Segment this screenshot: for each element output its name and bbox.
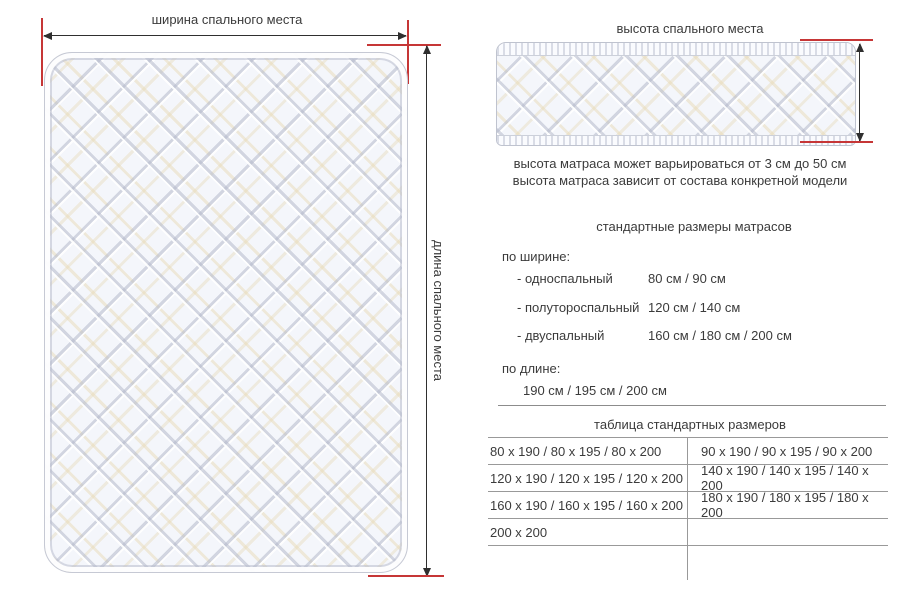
table-center-divider: [687, 437, 688, 580]
side-bottom-piping: [497, 135, 855, 145]
mattress-top-view: [44, 52, 408, 573]
length-heading: по длине:: [502, 361, 561, 376]
table-cell-right: 90 x 190 / 90 x 195 / 90 x 200: [701, 443, 873, 459]
height-note-line-2: высота матраса зависит от состава конкретной модели: [512, 173, 848, 188]
size-table: [488, 437, 888, 546]
width-dimension-label: ширина спального места: [151, 12, 303, 27]
table-cell-left: 160 x 190 / 160 x 195 / 160 x 200: [490, 497, 683, 513]
table-cell-right: 140 x 190 / 140 x 195 / 140 x 200: [701, 463, 869, 493]
size-row-double: [517, 328, 792, 343]
height-tick-top: [800, 39, 873, 41]
size-row-one-and-half: [517, 300, 740, 315]
width-tick-left: [41, 18, 43, 86]
length-dimension-arrow: [426, 46, 427, 576]
height-notes: [500, 155, 860, 189]
side-quilted-body: [497, 56, 855, 135]
size-row-values: 160 см / 180 см / 200 см: [648, 328, 792, 343]
side-top-piping: [497, 43, 855, 56]
length-tick-bottom: [368, 575, 444, 577]
size-row-single: [517, 271, 726, 286]
table-cell-left: 200 x 200: [490, 524, 548, 540]
height-tick-bottom: [800, 141, 873, 143]
width-heading: по ширине:: [502, 249, 571, 264]
table-row: [488, 492, 888, 519]
size-row-label: - двуспальный: [517, 328, 605, 343]
length-values: 190 см / 195 см / 200 см: [523, 383, 667, 398]
table-row: [488, 519, 888, 546]
height-dimension-arrow: [859, 44, 860, 141]
table-cell-left: 80 x 190 / 80 x 195 / 80 x 200: [490, 443, 662, 459]
size-row-values: 80 см / 90 см: [648, 271, 726, 286]
mattress-side-view: [496, 42, 856, 146]
height-note-line-1: высота матраса может варьироваться от 3 см до 50 см: [513, 156, 847, 171]
size-row-label: - односпальный: [517, 271, 613, 286]
size-table-title: таблица стандартных размеров: [594, 417, 786, 432]
size-row-label: - полутороспальный: [517, 300, 640, 315]
section-divider-rule: [498, 405, 886, 406]
standard-sizes-title: стандартные размеры матрасов: [596, 219, 792, 234]
table-row: [488, 465, 888, 492]
width-dimension-arrow: [44, 35, 406, 36]
table-cell-right: 180 x 190 / 180 x 195 / 180 x 200: [701, 490, 869, 520]
table-row: [488, 438, 888, 465]
size-row-values: 120 см / 140 см: [648, 300, 741, 315]
table-cell-left: 120 x 190 / 120 x 195 / 120 x 200: [490, 470, 683, 486]
height-dimension-label: высота спального места: [616, 21, 764, 36]
length-dimension-label: длина спального места: [431, 240, 446, 381]
